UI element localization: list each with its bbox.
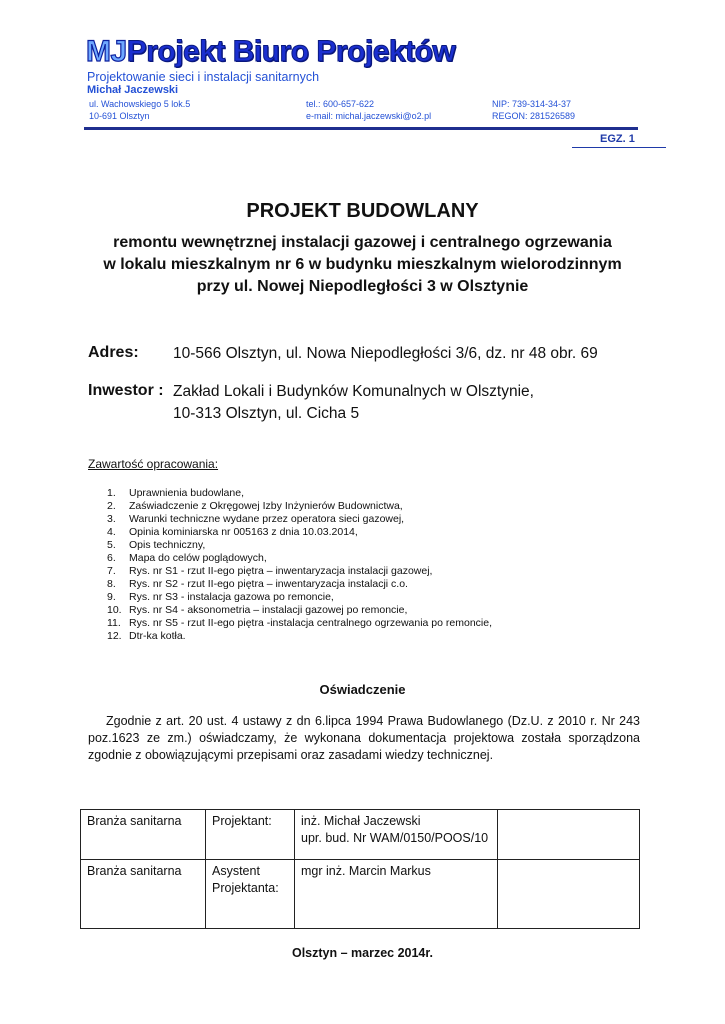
document-title: PROJEKT BUDOWLANY xyxy=(246,200,479,222)
list-item-number: 7. xyxy=(107,565,116,577)
address-label: Adres: xyxy=(88,344,139,361)
table-row xyxy=(81,860,640,929)
copy-number: EGZ. 1 xyxy=(600,133,635,145)
subtitle-line-3: przy ul. Nowej Niepodległości 3 w Olsztynie xyxy=(196,278,529,295)
company-owner: Michał Jaczewski xyxy=(87,84,179,96)
list-item-number: 4. xyxy=(107,526,116,538)
list-item-number: 9. xyxy=(107,591,116,603)
address-block xyxy=(89,98,190,122)
list-item xyxy=(107,500,492,513)
nip-number: NIP: 739-314-34-37 xyxy=(492,99,572,109)
investor-value xyxy=(173,381,534,425)
regon-number: REGON: 281526589 xyxy=(492,111,576,121)
table-row xyxy=(81,810,640,860)
list-item-text: Rys. nr S5 - rzut II-ego piętra -instalacja centralnego ogrzewania po remoncie, xyxy=(129,617,493,629)
role-line-1: Asystent xyxy=(212,864,260,878)
letterhead-divider xyxy=(84,127,638,130)
logo-mj: MJ xyxy=(86,35,127,68)
tax-block xyxy=(492,98,576,122)
investor-line-1: Zakład Lokali i Budynków Komunalnych w Olsztynie, xyxy=(173,383,534,400)
list-item xyxy=(107,487,492,500)
list-item-text: Rys. nr S4 - aksonometria – instalacji gazowej po remoncie, xyxy=(129,604,408,616)
list-item-text: Zaświadczenie z Okręgowej Izby Inżynierów Budownictwa, xyxy=(129,500,403,512)
document-subtitle xyxy=(0,232,725,298)
list-item xyxy=(107,539,492,552)
email-address: e-mail: michal.jaczewski@o2.pl xyxy=(306,111,432,121)
list-item-number: 2. xyxy=(107,500,116,512)
statement-heading: Oświadczenie xyxy=(319,682,406,697)
contents-list xyxy=(107,487,492,643)
list-item-number: 1. xyxy=(107,487,116,499)
investor-label: Inwestor : xyxy=(88,382,164,399)
address-value: 10-566 Olsztyn, ul. Nowa Niepodległości 3/6, dz. nr 48 obr. 69 xyxy=(173,345,598,362)
statement-text: Zgodnie z art. 20 ust. 4 ustawy z dn 6.lipca 1994 Prawa Budowlanego (Dz.U. z 2010 r. Nr 243 poz.1623 ze zm.) oświadczamy, że wykonana dokumentacja projektowa została sporządzona zgodnie z obowiązującymi przepisami oraz zasadami wiedzy technicznej. xyxy=(88,714,640,762)
signature-cell xyxy=(498,860,640,929)
list-item xyxy=(107,604,492,617)
list-item-number: 6. xyxy=(107,552,116,564)
signature-cell xyxy=(498,810,640,860)
list-item-number: 10. xyxy=(107,604,122,616)
list-item-number: 12. xyxy=(107,630,122,642)
list-item xyxy=(107,578,492,591)
designer-cell xyxy=(295,810,498,860)
list-item xyxy=(107,552,492,565)
list-item xyxy=(107,591,492,604)
phone-number: tel.: 600-657-622 xyxy=(306,99,375,109)
designer-license: upr. bud. Nr WAM/0150/POOS/10 xyxy=(301,831,489,845)
subtitle-line-2: w lokalu mieszkalnym nr 6 w budynku mieszkalnym wielorodzinnym xyxy=(103,256,622,273)
subtitle-line-1: remontu wewnętrznej instalacji gazowej i centralnego ogrzewania xyxy=(113,234,612,251)
contents-heading: Zawartość opracowania: xyxy=(88,457,219,471)
list-item xyxy=(107,513,492,526)
list-item-text: Opis techniczny, xyxy=(129,539,206,551)
contact-block xyxy=(306,98,431,122)
list-item-number: 3. xyxy=(107,513,116,525)
list-item-text: Dtr-ka kotła. xyxy=(129,630,186,642)
list-item-text: Rys. nr S3 - instalacja gazowa po remoncie, xyxy=(129,591,334,603)
list-item-text: Mapa do celów poglądowych, xyxy=(129,552,267,564)
list-item-number: 8. xyxy=(107,578,116,590)
place-date: Olsztyn – marzec 2014r. xyxy=(291,946,434,960)
branch-cell: Branża sanitarna xyxy=(81,860,206,929)
list-item-text: Warunki techniczne wydane przez operatora sieci gazowej, xyxy=(129,513,405,525)
list-item-text: Rys. nr S2 - rzut II-ego piętra – inwentaryzacja instalacji c.o. xyxy=(129,578,408,590)
role-cell: Projektant: xyxy=(206,810,295,860)
role-line-2: Projektanta: xyxy=(212,881,279,895)
list-item xyxy=(107,526,492,539)
list-item-number: 5. xyxy=(107,539,116,551)
list-item-text: Uprawnienia budowlane, xyxy=(129,487,244,499)
list-item xyxy=(107,617,492,630)
company-subtitle: Projektowanie sieci i instalacji sanitarnych xyxy=(87,70,320,84)
role-cell xyxy=(206,860,295,929)
list-item-number: 11. xyxy=(107,617,121,629)
company-logo xyxy=(86,34,455,70)
copy-underline xyxy=(572,147,666,148)
investor-line-2: 10-313 Olsztyn, ul. Cicha 5 xyxy=(173,405,360,422)
list-item-text: Opinia kominiarska nr 005163 z dnia 10.03.2014, xyxy=(129,526,358,538)
list-item-text: Rys. nr S1 - rzut II-ego piętra – inwentaryzacja instalacji gazowej, xyxy=(129,565,433,577)
branch-cell: Branża sanitarna xyxy=(81,810,206,860)
signature-table xyxy=(80,809,640,929)
address-street: ul. Wachowskiego 5 lok.5 xyxy=(89,99,191,109)
assistant-name: mgr inż. Marcin Markus xyxy=(295,860,498,929)
logo-company-name: Projekt Biuro Projektów xyxy=(126,35,456,68)
designer-name: inż. Michał Jaczewski xyxy=(301,814,421,828)
list-item xyxy=(107,630,492,643)
list-item xyxy=(107,565,492,578)
address-city: 10-691 Olsztyn xyxy=(89,111,150,121)
